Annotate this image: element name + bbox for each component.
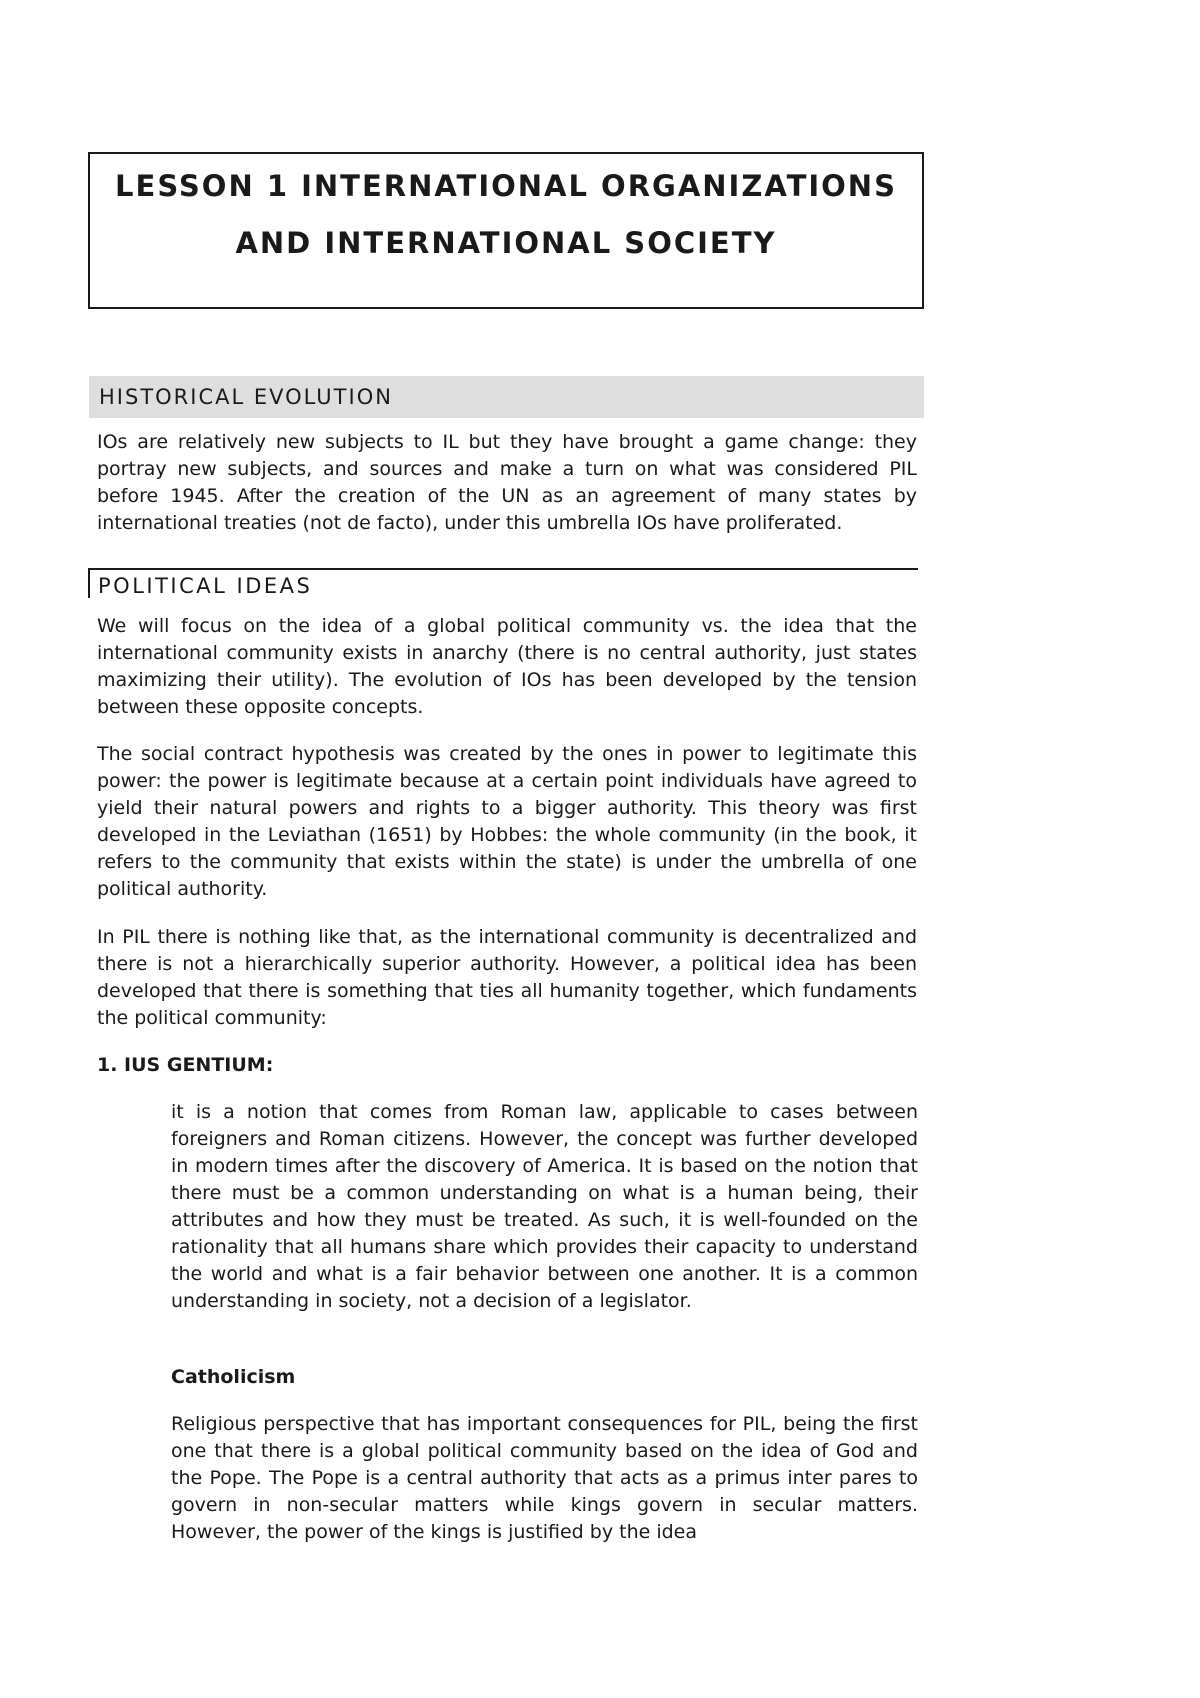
paragraph-political-ideas-1: We will focus on the idea of a global political community vs. the idea that the international community exists in anarchy (there is no central authority, just states maximizing their utility). The evolution of IOs has been developed by the tension between these opposite concepts.: [97, 615, 917, 718]
paragraph-political-ideas-3: In PIL there is nothing like that, as the international community is decentralized and there is not a hierarchically superior authority. However, a political idea has been developed that there is something that ties all humanity together, which fundaments the political community:: [97, 926, 917, 1029]
paragraph-political-ideas-2: The social contract hypothesis was created by the ones in power to legitimate this power: the power is legitimate because at a certain point individuals have agreed to yield their natural powers and rights to a bigger authority. This theory was first developed in the Leviathan (1651) by Hobbes: the whole community (in the book, it refers to the community that exists within the state) is under the umbrella of one political authority.: [97, 743, 917, 900]
paragraph-historical-evolution: IOs are relatively new subjects to IL but they have brought a game change: they portray new subjects, and sources and make a turn on what was considered PIL before 1945. After the creation of the UN as an agreement of many states by international treaties (not de facto), under this umbrella IOs have proliferated.: [97, 431, 917, 534]
heading-historical-evolution: HISTORICAL EVOLUTION: [89, 376, 924, 418]
lesson-title-box: [88, 152, 924, 309]
paragraph-ius-gentium: it is a notion that comes from Roman law, applicable to cases between foreigners and Roman citizens. However, the concept was further developed in modern times after the discovery of America. It is based on the notion that there must be a common understanding on what is a human being, their attributes and how they must be treated. As such, it is well-founded on the rationality that all humans share which provides their capacity to understand the world and what is a fair behavior between one another. It is a common understanding in society, not a decision of a legislator.: [171, 1101, 918, 1312]
paragraph-catholicism: Religious perspective that has important consequences for PIL, being the first one that there is a global political community based on the idea of God and the Pope. The Pope is a central authority that acts as a primus inter pares to govern in non-secular matters while kings govern in secular matters. However, the power of the kings is justified by the idea: [171, 1413, 918, 1543]
lesson-title: LESSON 1 INTERNATIONAL ORGANIZATIONS AND INTERNATIONAL SOCIETY: [115, 169, 897, 260]
heading-catholicism: Catholicism: [171, 1366, 296, 1388]
heading-political-ideas: POLITICAL IDEAS: [88, 568, 918, 598]
heading-ius-gentium: 1. IUS GENTIUM:: [97, 1054, 274, 1076]
